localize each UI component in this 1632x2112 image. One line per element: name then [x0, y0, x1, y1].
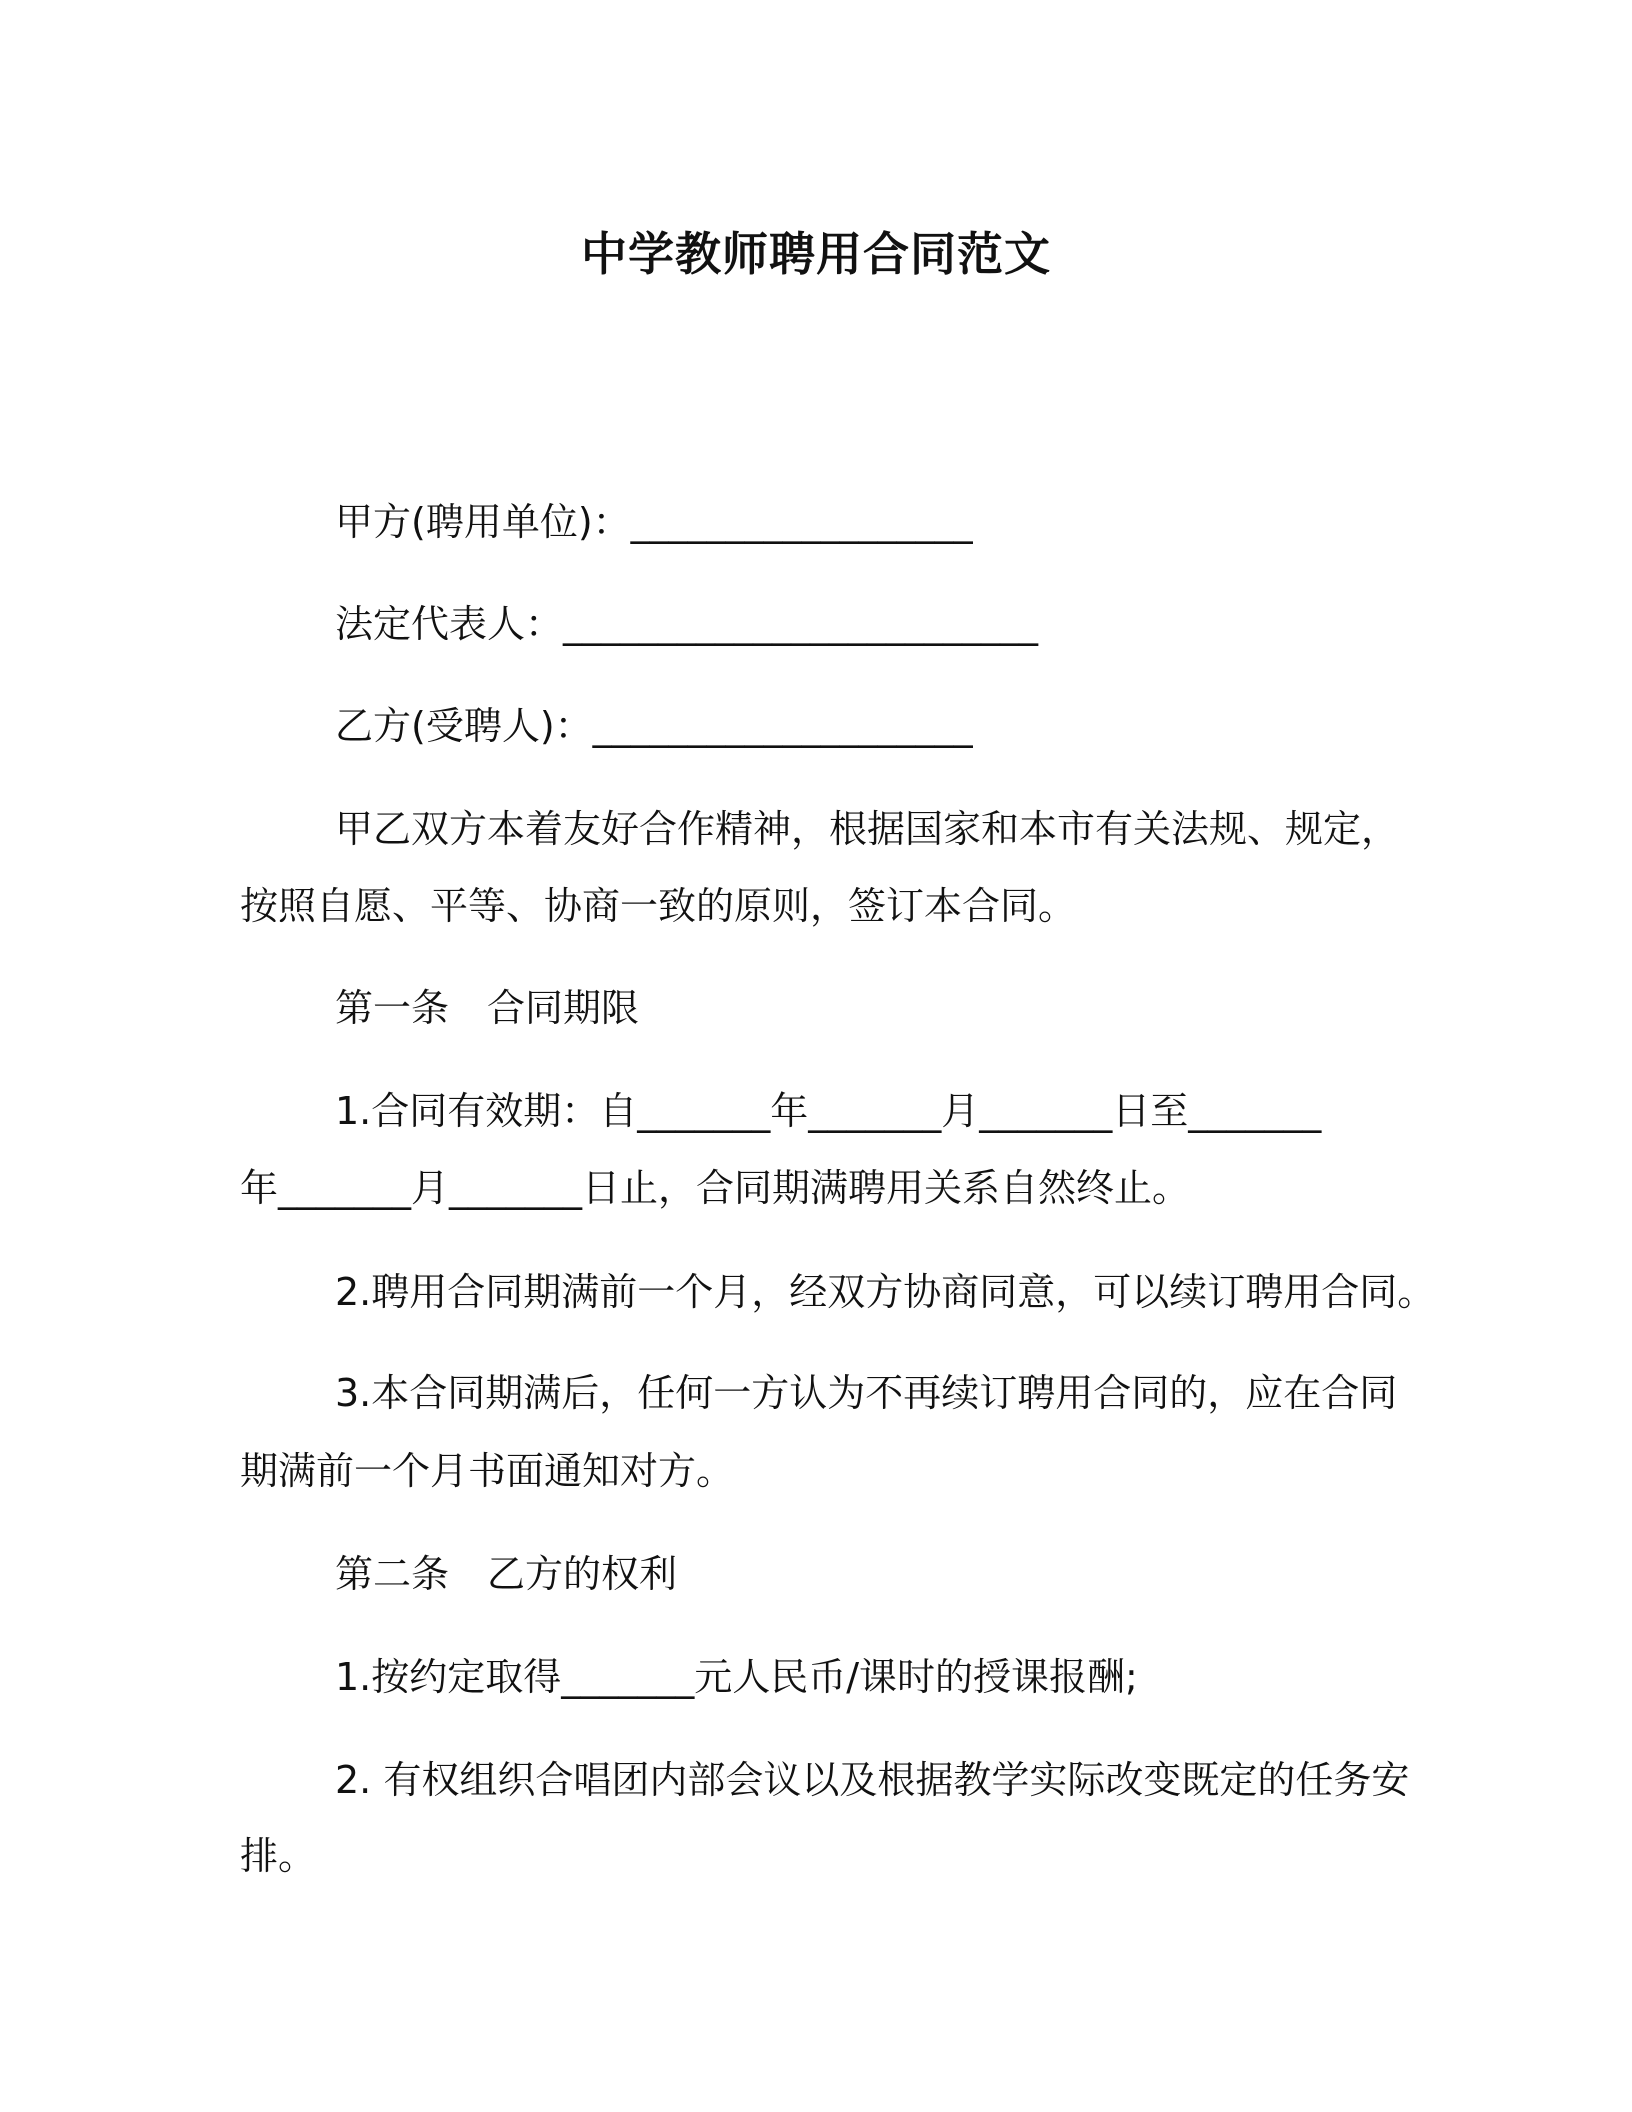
article-1-clause-3-line-2: 期满前一个月书面通知对方。	[240, 1449, 735, 1493]
article-2-clause-1: 1.按约定取得_______元人民币/课时的授课报酬;	[335, 1655, 1138, 1699]
article-1-heading: 第一条 合同期限	[335, 986, 640, 1030]
intro-paragraph-line-2: 按照自愿、平等、协商一致的原则，签订本合同。	[240, 884, 1077, 928]
party-b-line: 乙方(受聘人)：____________________	[335, 704, 973, 748]
article-1-clause-1-line-2: 年_______月_______日止，合同期满聘用关系自然终止。	[240, 1166, 1191, 1210]
party-a-line: 甲方(聘用单位)：__________________	[335, 500, 973, 544]
article-1-clause-1-line-1: 1.合同有效期：自_______年_______月_______日至_______	[335, 1089, 1322, 1133]
legal-representative-line: 法定代表人：_________________________	[335, 602, 1039, 646]
article-2-clause-2-line-1: 2. 有权组织合唱团内部会议以及根据教学实际改变既定的任务安	[335, 1758, 1410, 1802]
article-1-clause-2: 2.聘用合同期满前一个月，经双方协商同意，可以续订聘用合同。	[335, 1270, 1436, 1314]
article-2-heading: 第二条 乙方的权利	[335, 1552, 678, 1596]
intro-paragraph-line-1: 甲乙双方本着友好合作精神，根据国家和本市有关法规、规定，	[335, 807, 1400, 851]
article-2-clause-2-line-2: 排。	[240, 1834, 317, 1878]
article-1-clause-3-line-1: 3.本合同期满后，任何一方认为不再续订聘用合同的，应在合同	[335, 1371, 1398, 1415]
document-title: 中学教师聘用合同范文	[581, 227, 1051, 281]
